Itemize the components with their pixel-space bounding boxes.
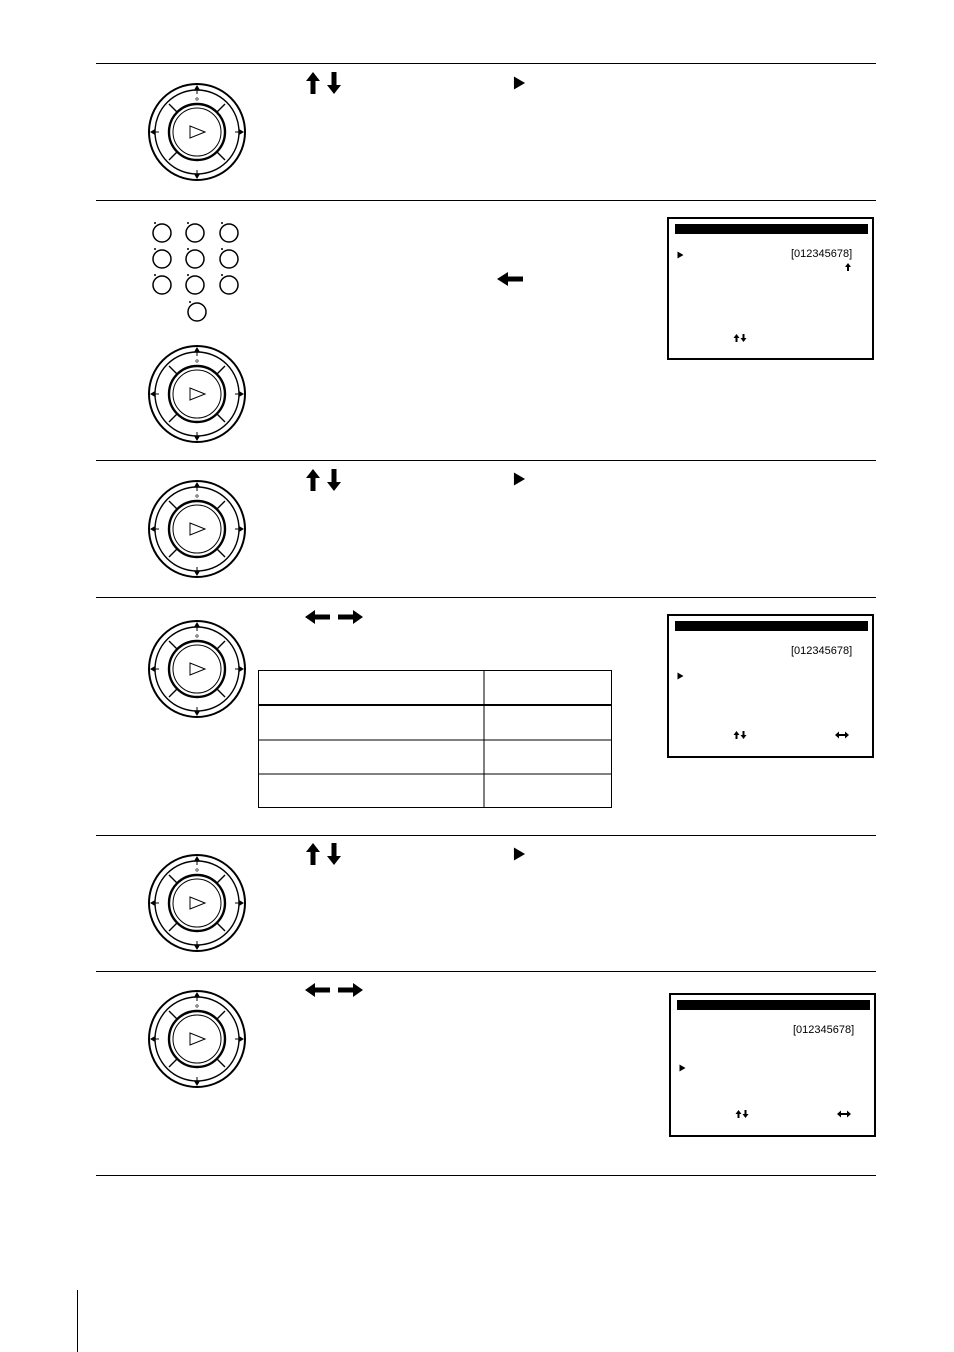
screen-title-bar — [675, 621, 868, 631]
up-down-arrow-icon — [305, 469, 343, 491]
left-right-arrow-icon — [305, 609, 363, 625]
left-right-arrow-icon — [305, 982, 363, 998]
up-down-arrow-icon — [733, 334, 747, 342]
section-divider — [96, 835, 876, 836]
section-divider — [96, 971, 876, 972]
settings-table — [258, 670, 612, 808]
code-value: [012345678] — [793, 1024, 855, 1036]
cursor-triangle-icon — [679, 1064, 686, 1072]
up-down-arrow-icon — [735, 1110, 749, 1118]
menu-screen-3 — [669, 993, 876, 1137]
jog-dial-icon — [147, 989, 247, 1089]
screen-title-bar — [677, 1000, 870, 1010]
menu-screen-2 — [667, 614, 874, 758]
code-value: [012345678] — [791, 645, 853, 657]
section-divider — [96, 63, 876, 64]
up-down-arrow-icon — [305, 72, 343, 94]
number-keypad-icon — [145, 218, 245, 326]
jog-dial-icon — [147, 853, 247, 953]
section-divider — [96, 200, 876, 201]
page-margin-line — [77, 1290, 78, 1352]
menu-screen-1 — [667, 217, 874, 360]
jog-dial-icon — [147, 344, 247, 444]
cursor-triangle-icon — [677, 251, 684, 259]
left-right-arrow-icon — [835, 731, 849, 739]
play-triangle-icon — [513, 847, 526, 861]
cursor-triangle-icon — [677, 672, 684, 680]
jog-dial-icon — [147, 479, 247, 579]
code-value: [012345678] — [791, 248, 853, 260]
up-down-arrow-icon — [733, 731, 747, 739]
section-divider — [96, 597, 876, 598]
up-down-arrow-icon — [305, 843, 343, 865]
section-divider — [96, 460, 876, 461]
play-triangle-icon — [513, 472, 526, 486]
up-arrow-icon — [845, 263, 851, 271]
play-triangle-icon — [513, 76, 526, 90]
jog-dial-icon — [147, 619, 247, 719]
left-arrow-icon — [497, 272, 523, 286]
left-right-arrow-icon — [837, 1110, 851, 1118]
screen-title-bar — [675, 224, 868, 234]
jog-dial-icon — [147, 82, 247, 182]
section-divider — [96, 1175, 876, 1176]
